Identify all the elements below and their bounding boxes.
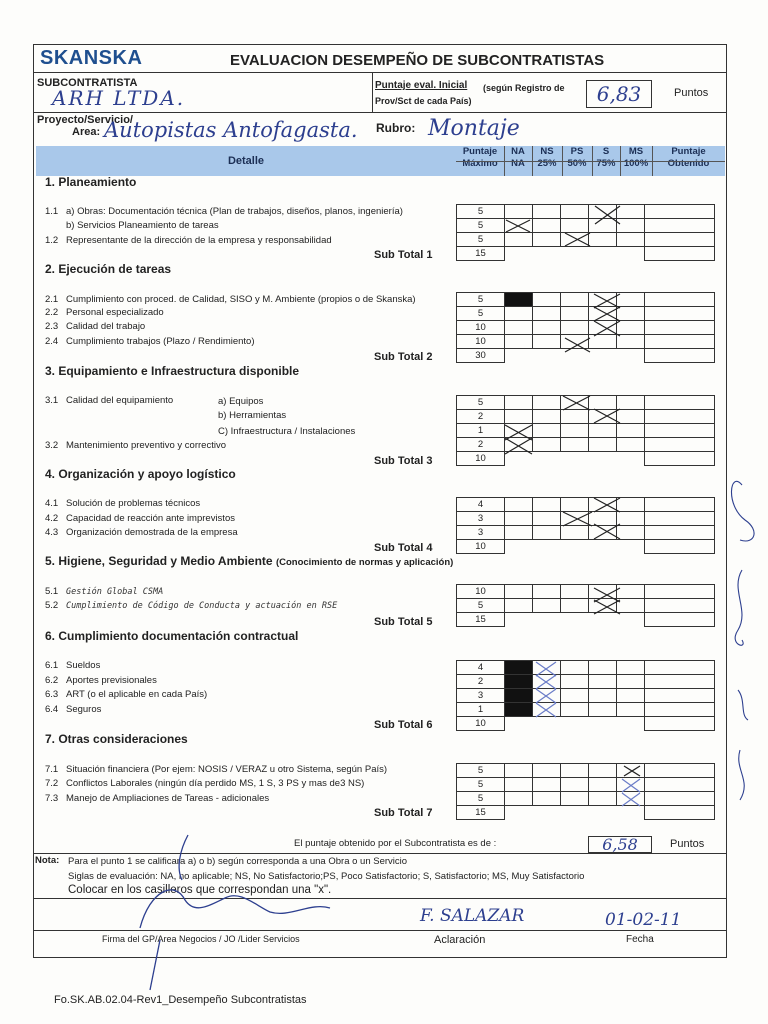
x-mark — [594, 600, 620, 614]
signature-loop — [179, 835, 188, 880]
blue-x-marks — [536, 662, 640, 806]
x-mark — [565, 233, 590, 246]
subtotal-cell: 10 — [457, 717, 505, 731]
proyecto-label: Proyecto/Servicio/ — [37, 114, 133, 126]
notes-line-3: Colocar en los casilleros que correspondan una "x". — [68, 884, 332, 896]
max-cell: 2 — [457, 410, 505, 424]
max-cell: 5 — [457, 307, 505, 321]
fecha-value: 01-02-11 — [605, 910, 682, 930]
max-cell: 5 — [457, 778, 505, 792]
item-4-2-text: Capacidad de reacción ante imprevistos — [66, 513, 235, 524]
aclaracion-value: F. SALAZAR — [420, 906, 525, 926]
max-cell: 2 — [457, 675, 505, 689]
item-2-1-text: Cumplimiento con proced. de Calidad, SISO y M. Ambiente (propios o de Skanska) — [66, 294, 416, 305]
x-mark — [563, 396, 590, 410]
item-6-2-text: Aportes previsionales — [66, 675, 157, 686]
item-4-1-num: 4.1 — [45, 498, 59, 509]
item-2-2-text: Personal especializado — [66, 307, 164, 318]
area-label: Area: — [72, 126, 101, 138]
max-cell: 5 — [457, 205, 505, 219]
x-mark — [563, 512, 592, 526]
item-5-1-text: Gestión Global CSMA — [66, 587, 164, 597]
item-3-2-text: Mantenimiento preventivo y correctivo — [66, 440, 226, 451]
item-3-1-num: 3.1 — [45, 395, 59, 406]
subtotal-4-label: Sub Total 4 — [374, 542, 433, 554]
signature-strokes — [140, 835, 330, 990]
col-detalle: Detalle — [227, 155, 265, 167]
item-5-2-num: 5.2 — [45, 600, 59, 611]
notes-line-2: Siglas de evaluación: NA, no aplicable; NS, No Satisfactorio;PS, Poco Satisfactorio; S, Satisfactorio; MS, Muy Satisfactorio — [68, 871, 585, 882]
col-s-label: S — [602, 146, 610, 157]
x-marks — [505, 206, 640, 776]
item-7-1-text: Situación financiera (Por ejem: NOSIS / VERAZ u otro Sistema, según País) — [66, 764, 388, 775]
max-cell: 5 — [457, 396, 505, 410]
x-mark — [565, 338, 590, 352]
section-1-title: 1. Planeamiento — [45, 175, 137, 189]
x-mark — [505, 425, 532, 440]
puntaje-inicial-value: 6,83 — [596, 82, 642, 106]
section-2-title: 2. Ejecución de tareas — [45, 262, 172, 276]
rubro-label: Rubro: — [376, 121, 416, 135]
x-mark — [536, 662, 556, 676]
notes-line-1: Para el punto 1 se calificara a) o b) según corresponda a una Obra o un Servicio — [68, 856, 408, 867]
item-1-1b-text: b) Servicios Planeamiento de tareas — [66, 220, 219, 231]
x-mark — [506, 220, 530, 232]
subtotal-6-label: Sub Total 6 — [374, 719, 433, 731]
subtotal-7-label: Sub Total 7 — [374, 807, 433, 819]
max-cell: 1 — [457, 703, 505, 717]
col-na-sub: NA — [511, 158, 525, 169]
max-cell: 5 — [457, 233, 505, 247]
subtotal-5-label: Sub Total 5 — [374, 616, 433, 628]
item-2-3-text: Calidad del trabajo — [66, 321, 146, 332]
x-mark — [594, 321, 620, 336]
item-3-1c-sub: C) Infraestructura / Instalaciones — [218, 426, 356, 437]
x-mark — [595, 206, 620, 224]
margin-initial-mark — [738, 690, 748, 720]
margin-initial-mark — [731, 481, 754, 541]
subtotal-cell: 15 — [457, 247, 505, 261]
signature-tail — [150, 940, 160, 990]
x-mark — [505, 438, 532, 454]
x-mark — [594, 524, 620, 539]
puntos-label: Puntos — [674, 87, 709, 99]
col-ms-sub: 100% — [623, 158, 649, 169]
subtotal-cell: 15 — [457, 806, 505, 820]
col-max-line1: Puntaje — [462, 146, 498, 157]
col-s-sub: 75% — [596, 158, 616, 169]
max-cell: 10 — [457, 335, 505, 349]
subtotal-cell: 10 — [457, 452, 505, 466]
item-2-4-text: Cumplimiento trabajos (Plazo / Rendimiento) — [66, 336, 255, 347]
item-2-3-num: 2.3 — [45, 321, 59, 332]
subcontratista-value: ARH LTDA. — [52, 86, 186, 110]
col-na-label: NA — [511, 146, 525, 157]
x-mark — [622, 779, 640, 792]
max-cell: 3 — [457, 526, 505, 540]
x-mark — [594, 498, 620, 512]
item-6-2-num: 6.2 — [45, 675, 59, 686]
max-cell: 5 — [457, 792, 505, 806]
col-ns-label: NS — [540, 146, 554, 157]
item-7-2-text: Conflictos Laborales (ningún día perdido MS, 1 S, 3 PS y mas de3 NS) — [66, 778, 365, 789]
max-cell: 10 — [457, 585, 505, 599]
section-6-title: 6. Cumplimiento documentación contractual — [45, 629, 299, 643]
x-mark — [594, 588, 620, 602]
item-2-4-num: 2.4 — [45, 336, 59, 347]
item-7-2-num: 7.2 — [45, 778, 59, 789]
max-cell: 1 — [457, 424, 505, 438]
form-code-footer: Fo.SK.AB.02.04-Rev1_Desempeño Subcontratistas — [54, 994, 307, 1006]
col-ps-sub: 50% — [567, 158, 587, 169]
max-cell: 4 — [457, 498, 505, 512]
x-mark — [594, 307, 620, 321]
item-7-1-num: 7.1 — [45, 764, 59, 775]
col-ms-label: MS — [628, 146, 644, 157]
skanska-logo: SKANSKA — [40, 47, 143, 69]
item-6-1-num: 6.1 — [45, 660, 59, 671]
proyecto-value: Autopistas Antofagasta. — [104, 118, 358, 142]
notes-label: Nota: — [35, 855, 60, 866]
col-max-line2: Máximo — [462, 158, 498, 169]
item-3-2-num: 3.2 — [45, 440, 59, 451]
x-mark — [536, 689, 556, 703]
section-7-title: 7. Otras consideraciones — [45, 732, 188, 746]
item-4-1-text: Solución de problemas técnicos — [66, 498, 201, 509]
item-6-4-num: 6.4 — [45, 704, 59, 715]
section-5-title-text: 5. Higiene, Seguridad y Medio Ambiente — [45, 554, 273, 568]
item-1-2-num: 1.2 — [45, 235, 59, 246]
x-mark — [594, 409, 620, 423]
max-cell: 5 — [457, 293, 505, 307]
subtotal-1-label: Sub Total 1 — [374, 249, 433, 261]
fecha-label: Fecha — [626, 934, 654, 945]
puntaje-inicial-note: (según Registro de Prov/Sct de cada País) — [375, 83, 565, 106]
item-6-3-text: ART (o el aplicable en cada País) — [66, 689, 208, 700]
signature-scrawl — [140, 890, 330, 928]
x-mark — [622, 793, 640, 806]
max-cell: 4 — [457, 661, 505, 675]
max-cell: 2 — [457, 438, 505, 452]
subtotal-cell: 15 — [457, 613, 505, 627]
subtotal-3-label: Sub Total 3 — [374, 455, 433, 467]
page-title: EVALUACION DESEMPEÑO DE SUBCONTRATISTAS — [230, 52, 605, 69]
subtotal-cell: 30 — [457, 349, 505, 363]
margin-initial-mark — [739, 750, 744, 800]
item-3-1b-sub: b) Herramientas — [218, 410, 287, 421]
item-4-3-num: 4.3 — [45, 527, 59, 538]
subtotal-cell: 10 — [457, 540, 505, 554]
col-obt-line2: Obtenido — [667, 158, 710, 169]
max-cell: 5 — [457, 764, 505, 778]
subcontratista-label: SUBCONTRATISTA — [37, 77, 138, 89]
col-obt-line1: Puntaje — [671, 146, 706, 157]
max-cell: 3 — [457, 512, 505, 526]
item-4-2-num: 4.2 — [45, 513, 59, 524]
col-ps-label: PS — [570, 146, 584, 157]
margin-initial-mark — [735, 570, 743, 645]
result-unit: Puntos — [670, 838, 705, 850]
x-mark — [624, 766, 640, 776]
max-cell: 5 — [457, 219, 505, 233]
item-6-3-num: 6.3 — [45, 689, 59, 700]
result-label: El puntaje obtenido por el Subcontratista es de : — [294, 838, 497, 849]
firma-label: Firma del GP/Area Negocios / JO /Lider Servicios — [102, 934, 300, 944]
rubro-value: Montaje — [428, 116, 520, 141]
x-mark — [536, 703, 556, 717]
item-1-1-text: a) Obras: Documentación técnica (Plan de trabajos, diseños, planos, ingeniería) — [66, 206, 403, 217]
item-7-3-text: Manejo de Ampliaciones de Tareas - adicionales — [66, 793, 270, 804]
item-3-1a-sub: a) Equipos — [218, 396, 264, 407]
section-3-title: 3. Equipamiento e Infraestructura disponible — [45, 364, 300, 378]
margin-initials — [731, 481, 754, 800]
item-5-2-text: Cumplimiento de Código de Conducta y actuación en RSE — [66, 601, 338, 611]
item-6-1-text: Sueldos — [66, 660, 101, 671]
item-1-2-text: Representante de la dirección de la empresa y responsabilidad — [66, 235, 332, 246]
max-cell: 3 — [457, 689, 505, 703]
puntaje-inicial-label: Puntaje eval. Inicial — [375, 80, 468, 91]
aclaracion-label: Aclaración — [434, 934, 486, 946]
item-2-1-num: 2.1 — [45, 294, 59, 305]
item-7-3-num: 7.3 — [45, 793, 59, 804]
item-3-1-text: Calidad del equipamiento — [66, 395, 174, 406]
x-mark — [594, 294, 620, 308]
x-mark — [536, 675, 556, 689]
subtotal-2-label: Sub Total 2 — [374, 351, 433, 363]
result-value: 6,58 — [602, 835, 638, 854]
max-cell: 5 — [457, 599, 505, 613]
item-2-2-num: 2.2 — [45, 307, 59, 318]
section-5-title-note: (Conocimiento de normas y aplicación) — [275, 557, 454, 568]
section-4-title: 4. Organización y apoyo logístico — [45, 467, 236, 481]
item-4-3-text: Organización demostrada de la empresa — [66, 527, 238, 538]
item-5-1-num: 5.1 — [45, 586, 59, 597]
col-ns-sub: 25% — [537, 158, 557, 169]
max-cell: 10 — [457, 321, 505, 335]
item-6-4-text: Seguros — [66, 704, 102, 715]
item-1-1-num: 1.1 — [45, 206, 59, 217]
